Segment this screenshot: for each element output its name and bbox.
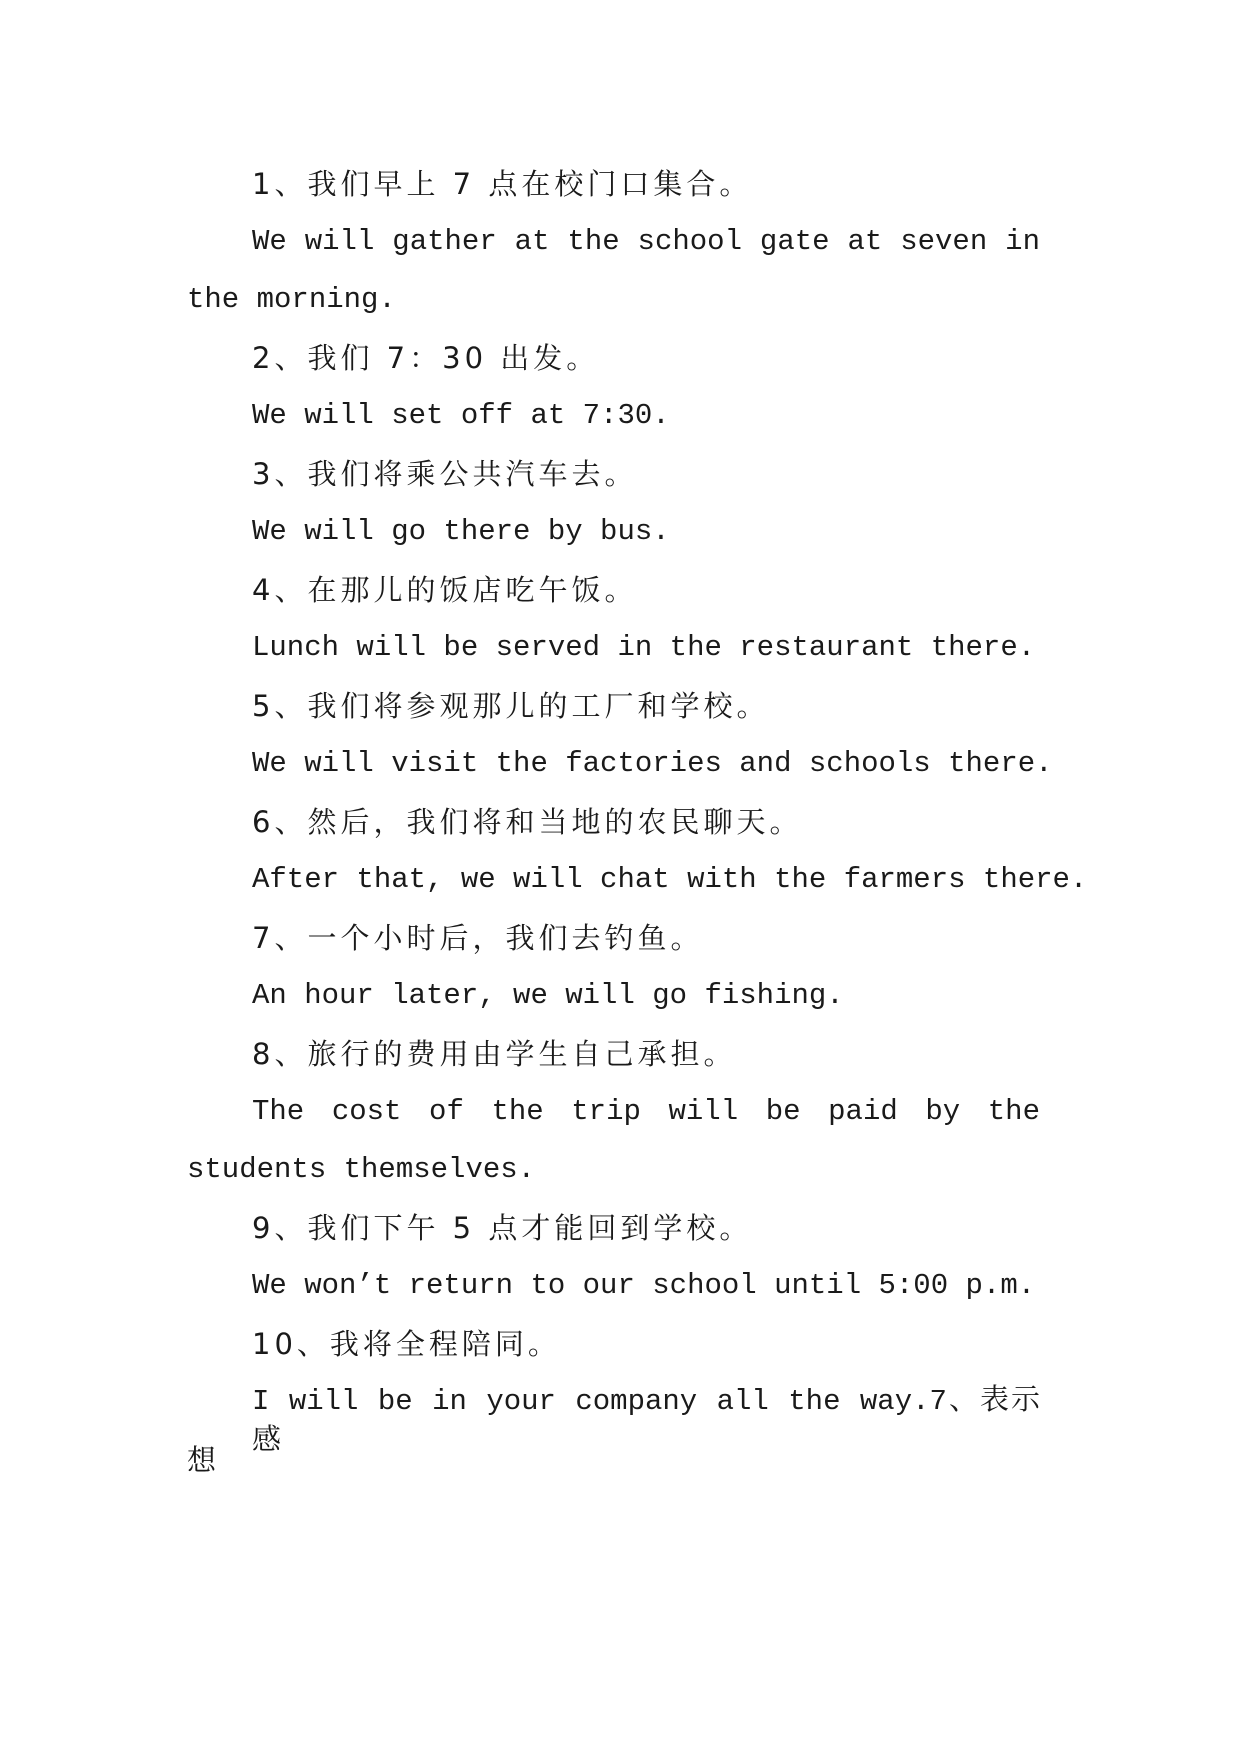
- sentence-10-chinese: 10、我将全程陪同。: [252, 1327, 561, 1361]
- sentence-1-english-part-1: We will gather at the school gate at seven in: [252, 225, 1040, 258]
- sentence-4-english: Lunch will be served in the restaurant there.: [252, 631, 1036, 664]
- sentence-2-chinese: 2、我们 7：30 出发。: [252, 341, 600, 375]
- section-heading-continuation: 想: [187, 1443, 221, 1477]
- sentence-8-chinese: 8、旅行的费用由学生自己承担。: [252, 1037, 737, 1071]
- sentence-10-english-part-1: I will be in your company all the way.7、表示感: [252, 1385, 1040, 1458]
- sentence-9-english: We won’t return to our school until 5:00 p.m.: [252, 1269, 1036, 1302]
- sentence-1-chinese: 1、我们早上 7 点在校门口集合。: [252, 167, 753, 201]
- sentence-6-chinese: 6、然后，我们将和当地的农民聊天。: [252, 805, 803, 839]
- sentence-9-chinese: 9、我们下午 5 点才能回到学校。: [252, 1211, 753, 1245]
- sentence-8-english-part-2: students themselves.: [187, 1153, 536, 1186]
- sentence-7-english: An hour later, we will go fishing.: [252, 979, 844, 1012]
- sentence-5-english: We will visit the factories and schools there.: [252, 747, 1053, 780]
- sentence-2-english: We will set off at 7:30.: [252, 399, 670, 432]
- sentence-4-chinese: 4、在那儿的饭店吃午饭。: [252, 573, 638, 607]
- sentence-3-english: We will go there by bus.: [252, 515, 670, 548]
- sentence-8-english-part-1: The cost of the trip will be paid by the: [252, 1095, 1040, 1128]
- sentence-5-chinese: 5、我们将参观那儿的工厂和学校。: [252, 689, 770, 723]
- sentence-1-english-part-2: the morning.: [187, 283, 396, 316]
- sentence-7-chinese: 7、一个小时后，我们去钓鱼。: [252, 921, 704, 955]
- sentence-3-chinese: 3、我们将乘公共汽车去。: [252, 457, 638, 491]
- sentence-6-english: After that, we will chat with the farmers there.: [252, 863, 1088, 896]
